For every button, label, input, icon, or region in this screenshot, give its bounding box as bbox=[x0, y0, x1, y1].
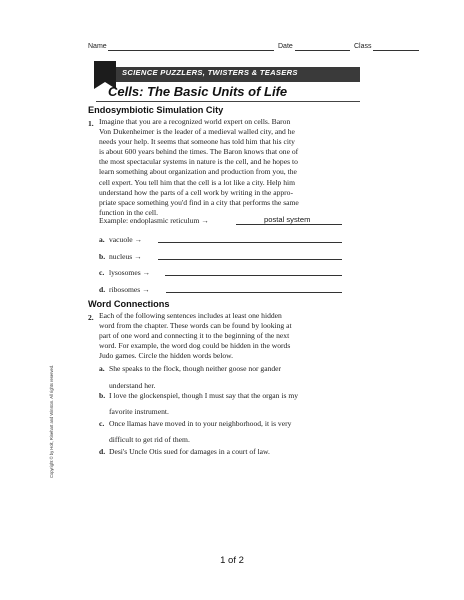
item-d-letter: d. bbox=[99, 285, 106, 294]
sentence-c-letter: c. bbox=[99, 419, 105, 428]
sentence-b-letter: b. bbox=[99, 391, 106, 400]
sentence-d-letter: d. bbox=[99, 447, 106, 456]
sentence-c-line1: Once llamas have moved in to your neighborhood, it is very bbox=[109, 419, 292, 428]
paragraph-line: priate space something you'd find in a city that performs the same bbox=[99, 197, 299, 207]
item-c-label: lysosomes → bbox=[109, 268, 151, 277]
item-b-answer-field[interactable] bbox=[158, 259, 342, 260]
date-field[interactable] bbox=[295, 50, 350, 51]
paragraph-line: word from the chapter. These words can be found by looking at bbox=[99, 321, 292, 331]
section1-heading: Endosymbiotic Simulation City bbox=[88, 105, 224, 115]
name-label: Name bbox=[88, 43, 107, 50]
paragraph-line: understand how the parts of a cell work by writing in the appro- bbox=[99, 187, 294, 197]
paragraph-line: word. For example, the word dog could be hidden in the words bbox=[99, 341, 291, 351]
question2-number: 2. bbox=[88, 313, 94, 322]
paragraph-line: needs your help. It seems that someone has told him that his city bbox=[99, 137, 295, 147]
sentence-b-line2: favorite instrument. bbox=[109, 407, 169, 416]
sentence-d-line1: Desi's Uncle Otis sued for damages in a court of law. bbox=[109, 447, 270, 456]
item-c-letter: c. bbox=[99, 268, 105, 277]
copyright-notice: Copyright © by Holt, Rinehart and Winston. All rights reserved. bbox=[49, 364, 54, 478]
question1-number: 1. bbox=[88, 119, 94, 128]
example-answer-line bbox=[236, 224, 342, 225]
sentence-a-letter: a. bbox=[99, 364, 105, 373]
example-answer: postal system bbox=[264, 215, 311, 224]
sentence-c-line2: difficult to get rid of them. bbox=[109, 435, 190, 444]
item-a-answer-field[interactable] bbox=[158, 242, 342, 243]
paragraph-line: learn something about organization and production from you, the bbox=[99, 167, 297, 177]
section2-heading: Word Connections bbox=[88, 299, 170, 309]
item-d-answer-field[interactable] bbox=[166, 292, 342, 293]
class-label: Class bbox=[354, 43, 372, 50]
page-title: Cells: The Basic Units of Life bbox=[108, 84, 288, 99]
paragraph-line: part of one word and connecting it to the beginning of the next bbox=[99, 331, 290, 341]
question1-paragraph bbox=[99, 117, 299, 218]
paragraph-line: Each of the following sentences includes at least one hidden bbox=[99, 311, 282, 320]
name-field[interactable] bbox=[108, 50, 274, 51]
class-field[interactable] bbox=[373, 50, 419, 51]
sentence-b-line1: I love the glockenspiel, though I must say that the organ is my bbox=[109, 391, 299, 400]
paragraph-line: Imagine that you are a recognized world expert on cells. Baron bbox=[99, 117, 291, 126]
example-label: Example: endoplasmic reticulum → bbox=[99, 216, 209, 225]
paragraph-line: is about 600 years behind the times. The Baron knows that one of bbox=[99, 147, 299, 157]
paragraph-line: cell expert. You tell him that the cell is a lot like a city. Help him bbox=[99, 177, 296, 187]
paragraph-line: Von Dukenheimer is the leader of a medieval walled city, and he bbox=[99, 127, 295, 137]
banner-text: SCIENCE PUZZLERS, TWISTERS & TEASERS bbox=[122, 68, 298, 77]
sentence-a-line2: understand her. bbox=[109, 381, 156, 390]
title-rule bbox=[96, 101, 360, 102]
question2-paragraph bbox=[99, 311, 292, 361]
item-b-letter: b. bbox=[99, 252, 106, 261]
item-a-letter: a. bbox=[99, 235, 105, 244]
item-b-label: nucleus → bbox=[109, 252, 142, 261]
paragraph-line: Judo games. Circle the hidden words below. bbox=[99, 351, 234, 361]
page-indicator: 1 of 2 bbox=[220, 555, 244, 566]
item-c-answer-field[interactable] bbox=[165, 275, 342, 276]
paragraph-line: function in the cell. bbox=[99, 207, 159, 217]
sentence-a-line1: She speaks to the flock, though neither goose nor gander bbox=[109, 364, 282, 373]
date-label: Date bbox=[278, 43, 293, 50]
paragraph-line: the most spectacular systems in nature is the cell, and he hopes to bbox=[99, 157, 298, 167]
item-a-label: vacuole → bbox=[109, 235, 143, 244]
item-d-label: ribosomes → bbox=[109, 285, 150, 294]
